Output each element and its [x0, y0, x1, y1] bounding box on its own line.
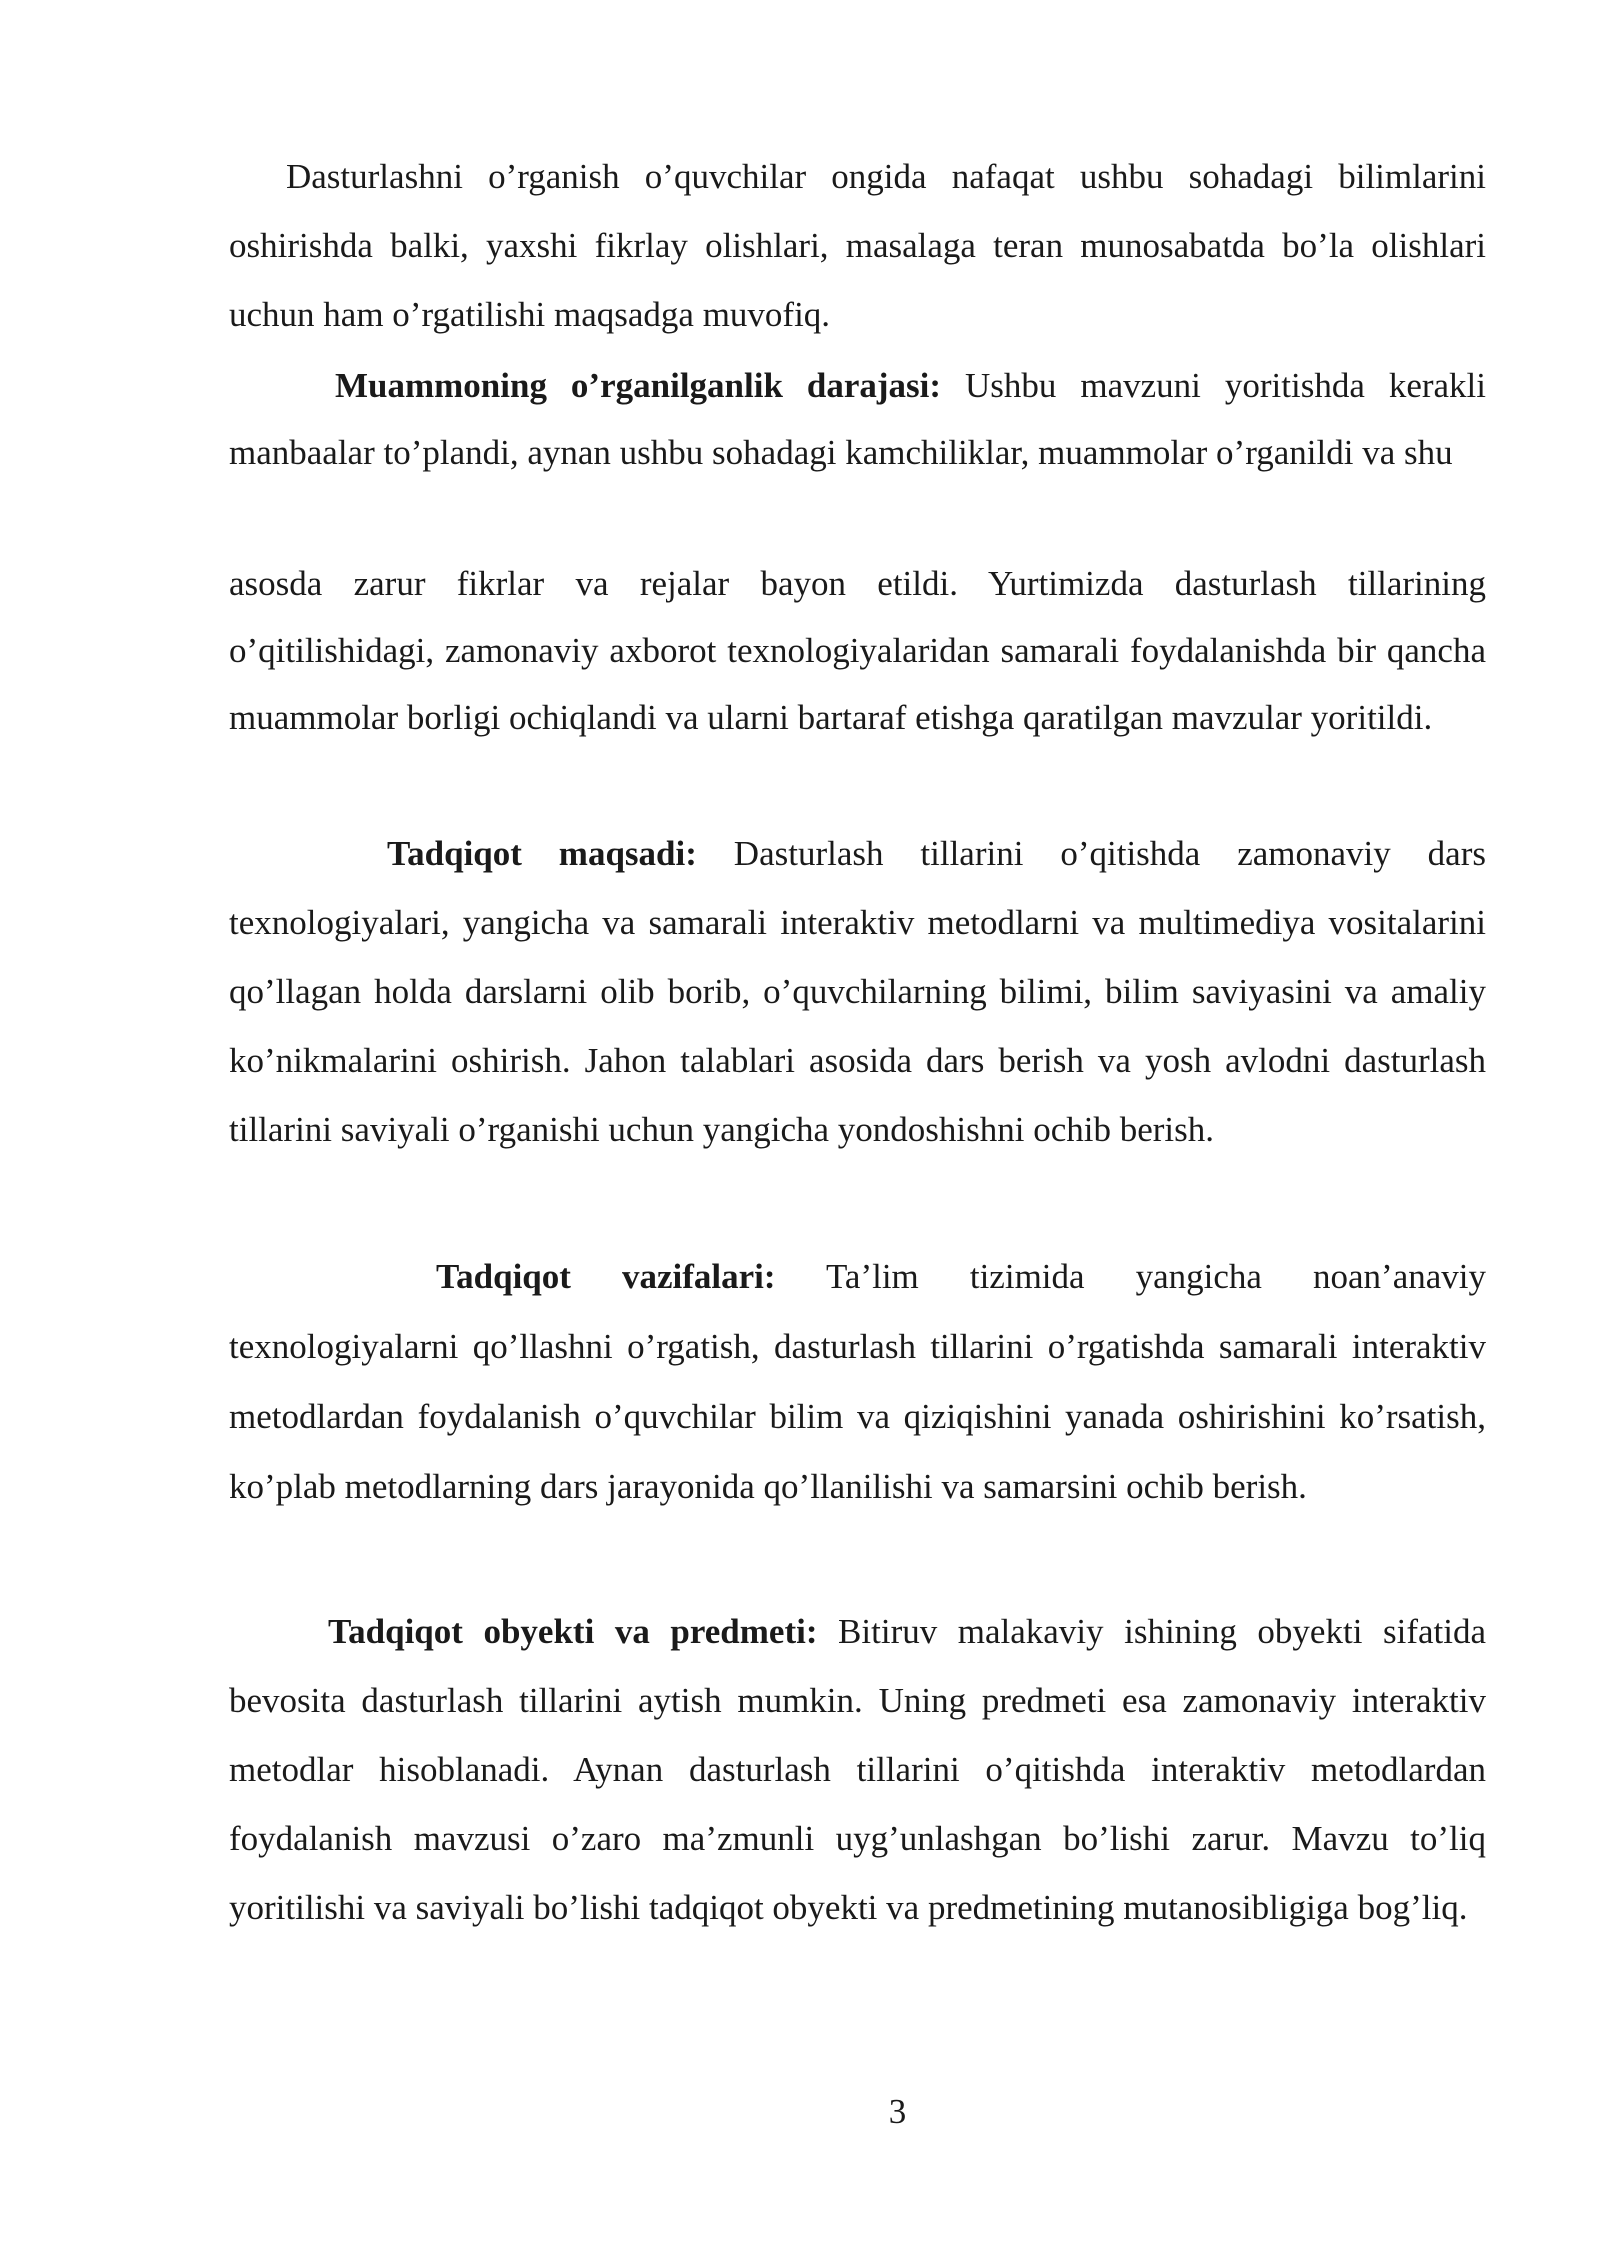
paragraph-text: Dasturlashni o’rganish o’quvchilar ongida nafaqat ushbu sohadagi bilimlarini oshirishda balki, yaxshi fikrlay olishlari, masalaga teran munosabatda bo’la olishlari uchun ham o’rgatilishi maqsadga muvofiq.	[229, 157, 1486, 334]
paragraph-research-level	[229, 352, 1486, 486]
paragraph-heading: Muammoning o’rganilganlik darajasi:	[335, 366, 942, 405]
paragraph-text: asosda zarur fikrlar va rejalar bayon etildi. Yurtimizda dasturlash tillarining o’qitilishidagi, zamonaviy axborot texnologiyalaridan samarali foydalanishda bir qancha muammolar borligi ochiqlandi va ularni bartaraf etishga qaratilgan mavzular yoritildi.	[229, 564, 1486, 737]
paragraph-heading: Tadqiqot vazifalari:	[436, 1257, 776, 1296]
paragraph-text: Ta’lim tizimida yangicha noan’anaviy texnologiyalarni qo’llashni o’rgatish, dasturlash tillarini o’rgatishda samarali interaktiv metodlardan foydalanish o’quvchilar bilim va qiziqishini yanada oshirishini ko’rsatish, ko’plab metodlarning dars jarayonida qo’llanilishi va samarsini ochib berish.	[229, 1257, 1487, 1506]
paragraph-intro	[229, 142, 1486, 349]
paragraph-research-goal	[229, 819, 1486, 1164]
paragraph-text: Dasturlash tillarini o’qitishda zamonaviy dars texnologiyalari, yangicha va samarali interaktiv metodlarni va multimediya vositalarini qo’llagan holda darslarni olib borib, o’quvchilarning bilimi, bilim saviyasini va amaliy ko’nikmalarini oshirish. Jahon talablari asosida dars berish va yosh avlodni dasturlash tillarini saviyali o’rganishi uchun yangicha yondoshishni ochib berish.	[229, 834, 1486, 1149]
paragraph-heading: Tadqiqot maqsadi:	[387, 834, 697, 873]
paragraph-research-tasks	[229, 1242, 1486, 1522]
paragraph-research-object	[229, 1597, 1486, 1942]
paragraph-text: Bitiruv malakaviy ishining obyekti sifatida bevosita dasturlash tillarini aytish mumkin. Uning predmeti esa zamonaviy interaktiv metodlar hisoblanadi. Aynan dasturlash tillarini o’qitishda interaktiv metodlardan foydalanish mavzusi o’zaro ma’zmunli uyg’unlashgan bo’lishi zarur. Mavzu to’liq yoritilishi va saviyali bo’lishi tadqiqot obyekti va predmetining mutanosibligiga bog’liq.	[229, 1612, 1486, 1927]
paragraph-research-level-continuation	[229, 550, 1486, 751]
paragraph-heading: Tadqiqot obyekti va predmeti:	[328, 1612, 818, 1651]
paragraph-text: Ushbu mavzuni yoritishda kerakli manbaalar to’plandi, aynan ushbu sohadagi kamchiliklar, muammolar o’rganildi va shu	[229, 366, 1486, 472]
page-number: 3	[888, 2092, 907, 2131]
